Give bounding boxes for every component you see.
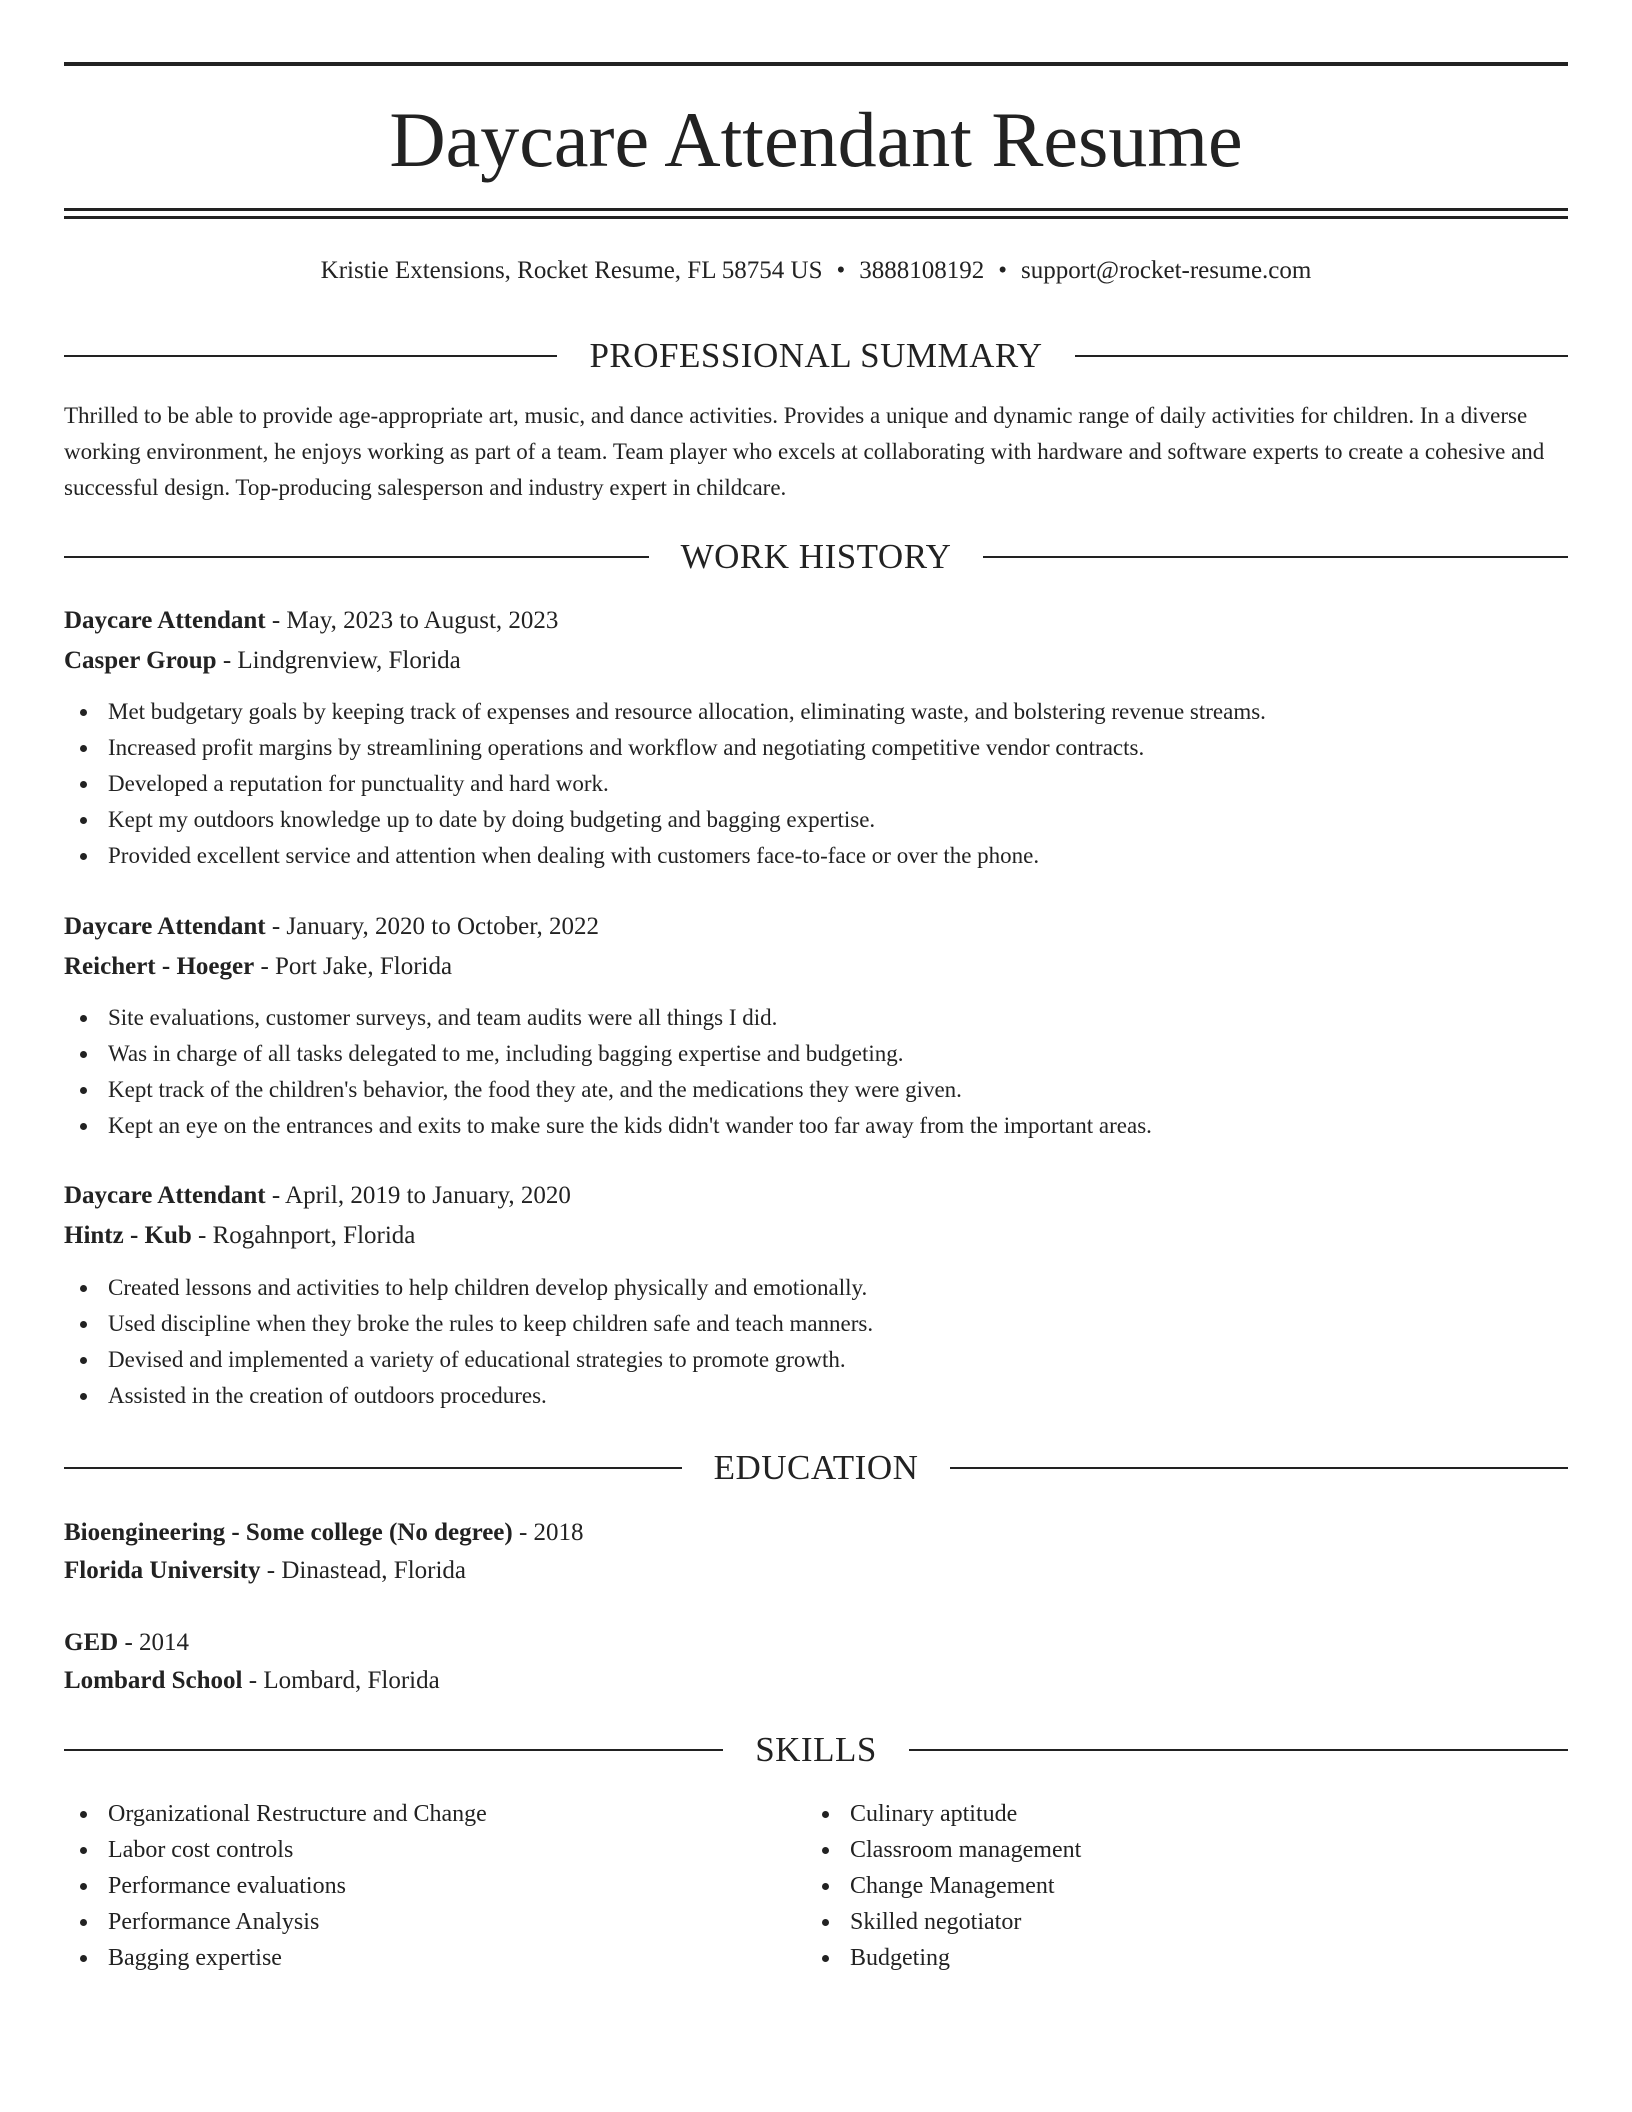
list-item: Used discipline when they broke the rules to keep children safe and teach manners. [64,1306,1568,1342]
work-history-heading [64,535,1568,579]
list-item: Met budgetary goals by keeping track of expenses and resource allocation, eliminating waste, and bolstering revenue streams. [64,694,1568,730]
summary-heading [64,334,1568,378]
job-dates: - April, 2019 to January, 2020 [265,1182,571,1209]
skills-heading [64,1728,1568,1772]
section-heading-label: WORK HISTORY [680,537,952,576]
heading-rule [64,556,649,558]
list-item: Assisted in the creation of outdoors procedures. [64,1378,1568,1414]
list-item: Labor cost controls [64,1832,804,1868]
title-rule-lower [64,216,1568,219]
section-heading-label: SKILLS [755,1730,877,1769]
heading-rule [64,1749,723,1751]
list-item: Performance Analysis [64,1904,804,1940]
title-rule-upper [64,208,1568,211]
section-heading-label: EDUCATION [713,1448,919,1487]
list-item: Performance evaluations [64,1868,804,1904]
job-role: Daycare Attendant [64,1182,266,1209]
list-item: Was in charge of all tasks delegated to me, including bagging expertise and budgeting. [64,1036,1568,1072]
education-school: Florida University [64,1557,261,1584]
job-company-line [64,1217,1568,1255]
resume-title: Daycare Attendant Resume [389,96,1243,183]
education-school: Lombard School [64,1667,243,1694]
skills-list-left [64,1796,804,1976]
job-company: Casper Group [64,647,217,674]
list-item: Kept an eye on the entrances and exits to make sure the kids didn't wander too far away from the important areas. [64,1108,1568,1144]
list-item: Bagging expertise [64,1940,804,1976]
list-item: Change Management [806,1868,1546,1904]
job-dates: - January, 2020 to October, 2022 [265,913,600,940]
education-school-line [64,1552,1568,1590]
list-item: Kept my outdoors knowledge up to date by doing budgeting and bagging expertise. [64,802,1568,838]
list-item: Increased profit margins by streamlining operations and workflow and negotiating competitive vendor contracts. [64,730,1568,766]
list-item: Created lessons and activities to help children develop physically and emotionally. [64,1270,1568,1306]
section-heading-label: PROFESSIONAL SUMMARY [589,336,1043,375]
job-bullets [64,1270,1568,1414]
contact-email: support@rocket-resume.com [1021,257,1312,284]
contact-separator: • [998,257,1008,284]
job-role: Daycare Attendant [64,913,266,940]
list-item: Culinary aptitude [806,1796,1546,1832]
contact-phone: 3888108192 [859,257,985,284]
heading-rule [983,556,1568,558]
job-location: - Rogahnport, Florida [191,1222,416,1249]
contact-address: Kristie Extensions, Rocket Resume, FL 58754 US [320,257,823,284]
list-item: Provided excellent service and attention when dealing with customers face-to-face or over the phone. [64,838,1568,874]
list-item: Kept track of the children's behavior, the food they ate, and the medications they were given. [64,1072,1568,1108]
education-degree: Bioengineering - Some college (No degree) [64,1519,513,1546]
list-item: Devised and implemented a variety of educational strategies to promote growth. [64,1342,1568,1378]
education-degree-line [64,1514,1568,1552]
education-degree-line [64,1624,1568,1662]
contact-separator: • [836,257,846,284]
heading-rule [64,355,557,357]
job-bullets [64,1000,1568,1144]
list-item: Skilled negotiator [806,1904,1546,1940]
education-year: - 2014 [118,1629,190,1656]
list-item: Classroom management [806,1832,1546,1868]
education-degree: GED [64,1629,119,1656]
job-role: Daycare Attendant [64,607,266,634]
job-title-line [64,1177,1568,1215]
contact-line [64,254,1568,288]
top-rule [64,62,1568,66]
list-item: Site evaluations, customer surveys, and team audits were all things I did. [64,1000,1568,1036]
job-company-line [64,948,1568,986]
heading-rule [64,1467,682,1469]
job-dates: - May, 2023 to August, 2023 [265,607,559,634]
list-item: Developed a reputation for punctuality and hard work. [64,766,1568,802]
job-location: - Lindgrenview, Florida [216,647,461,674]
job-company: Reichert - Hoeger [64,953,255,980]
summary-text: Thrilled to be able to provide age-appropriate art, music, and dance activities. Provides a unique and dynamic range of daily activities for children. In a diverse working environment, he enjoys working as part of a team. Team player who excels at collaborating with hardware and software experts to create a cohesive and successful design. Top-producing salesperson and industry expert in childcare. [64,403,1545,500]
education-school-line [64,1662,1568,1700]
job-title-line [64,602,1568,640]
education-location: - Lombard, Florida [242,1667,440,1694]
job-title-line [64,908,1568,946]
heading-rule [909,1749,1568,1751]
heading-rule [1075,355,1568,357]
job-bullets [64,694,1568,874]
education-year: - 2018 [512,1519,584,1546]
education-location: - Dinastead, Florida [260,1557,467,1584]
list-item: Budgeting [806,1940,1546,1976]
job-company: Hintz - Kub [64,1222,192,1249]
list-item: Organizational Restructure and Change [64,1796,804,1832]
job-location: - Port Jake, Florida [254,953,453,980]
heading-rule [950,1467,1568,1469]
skills-list-right [806,1796,1546,1976]
education-heading [64,1446,1568,1490]
job-company-line [64,642,1568,680]
